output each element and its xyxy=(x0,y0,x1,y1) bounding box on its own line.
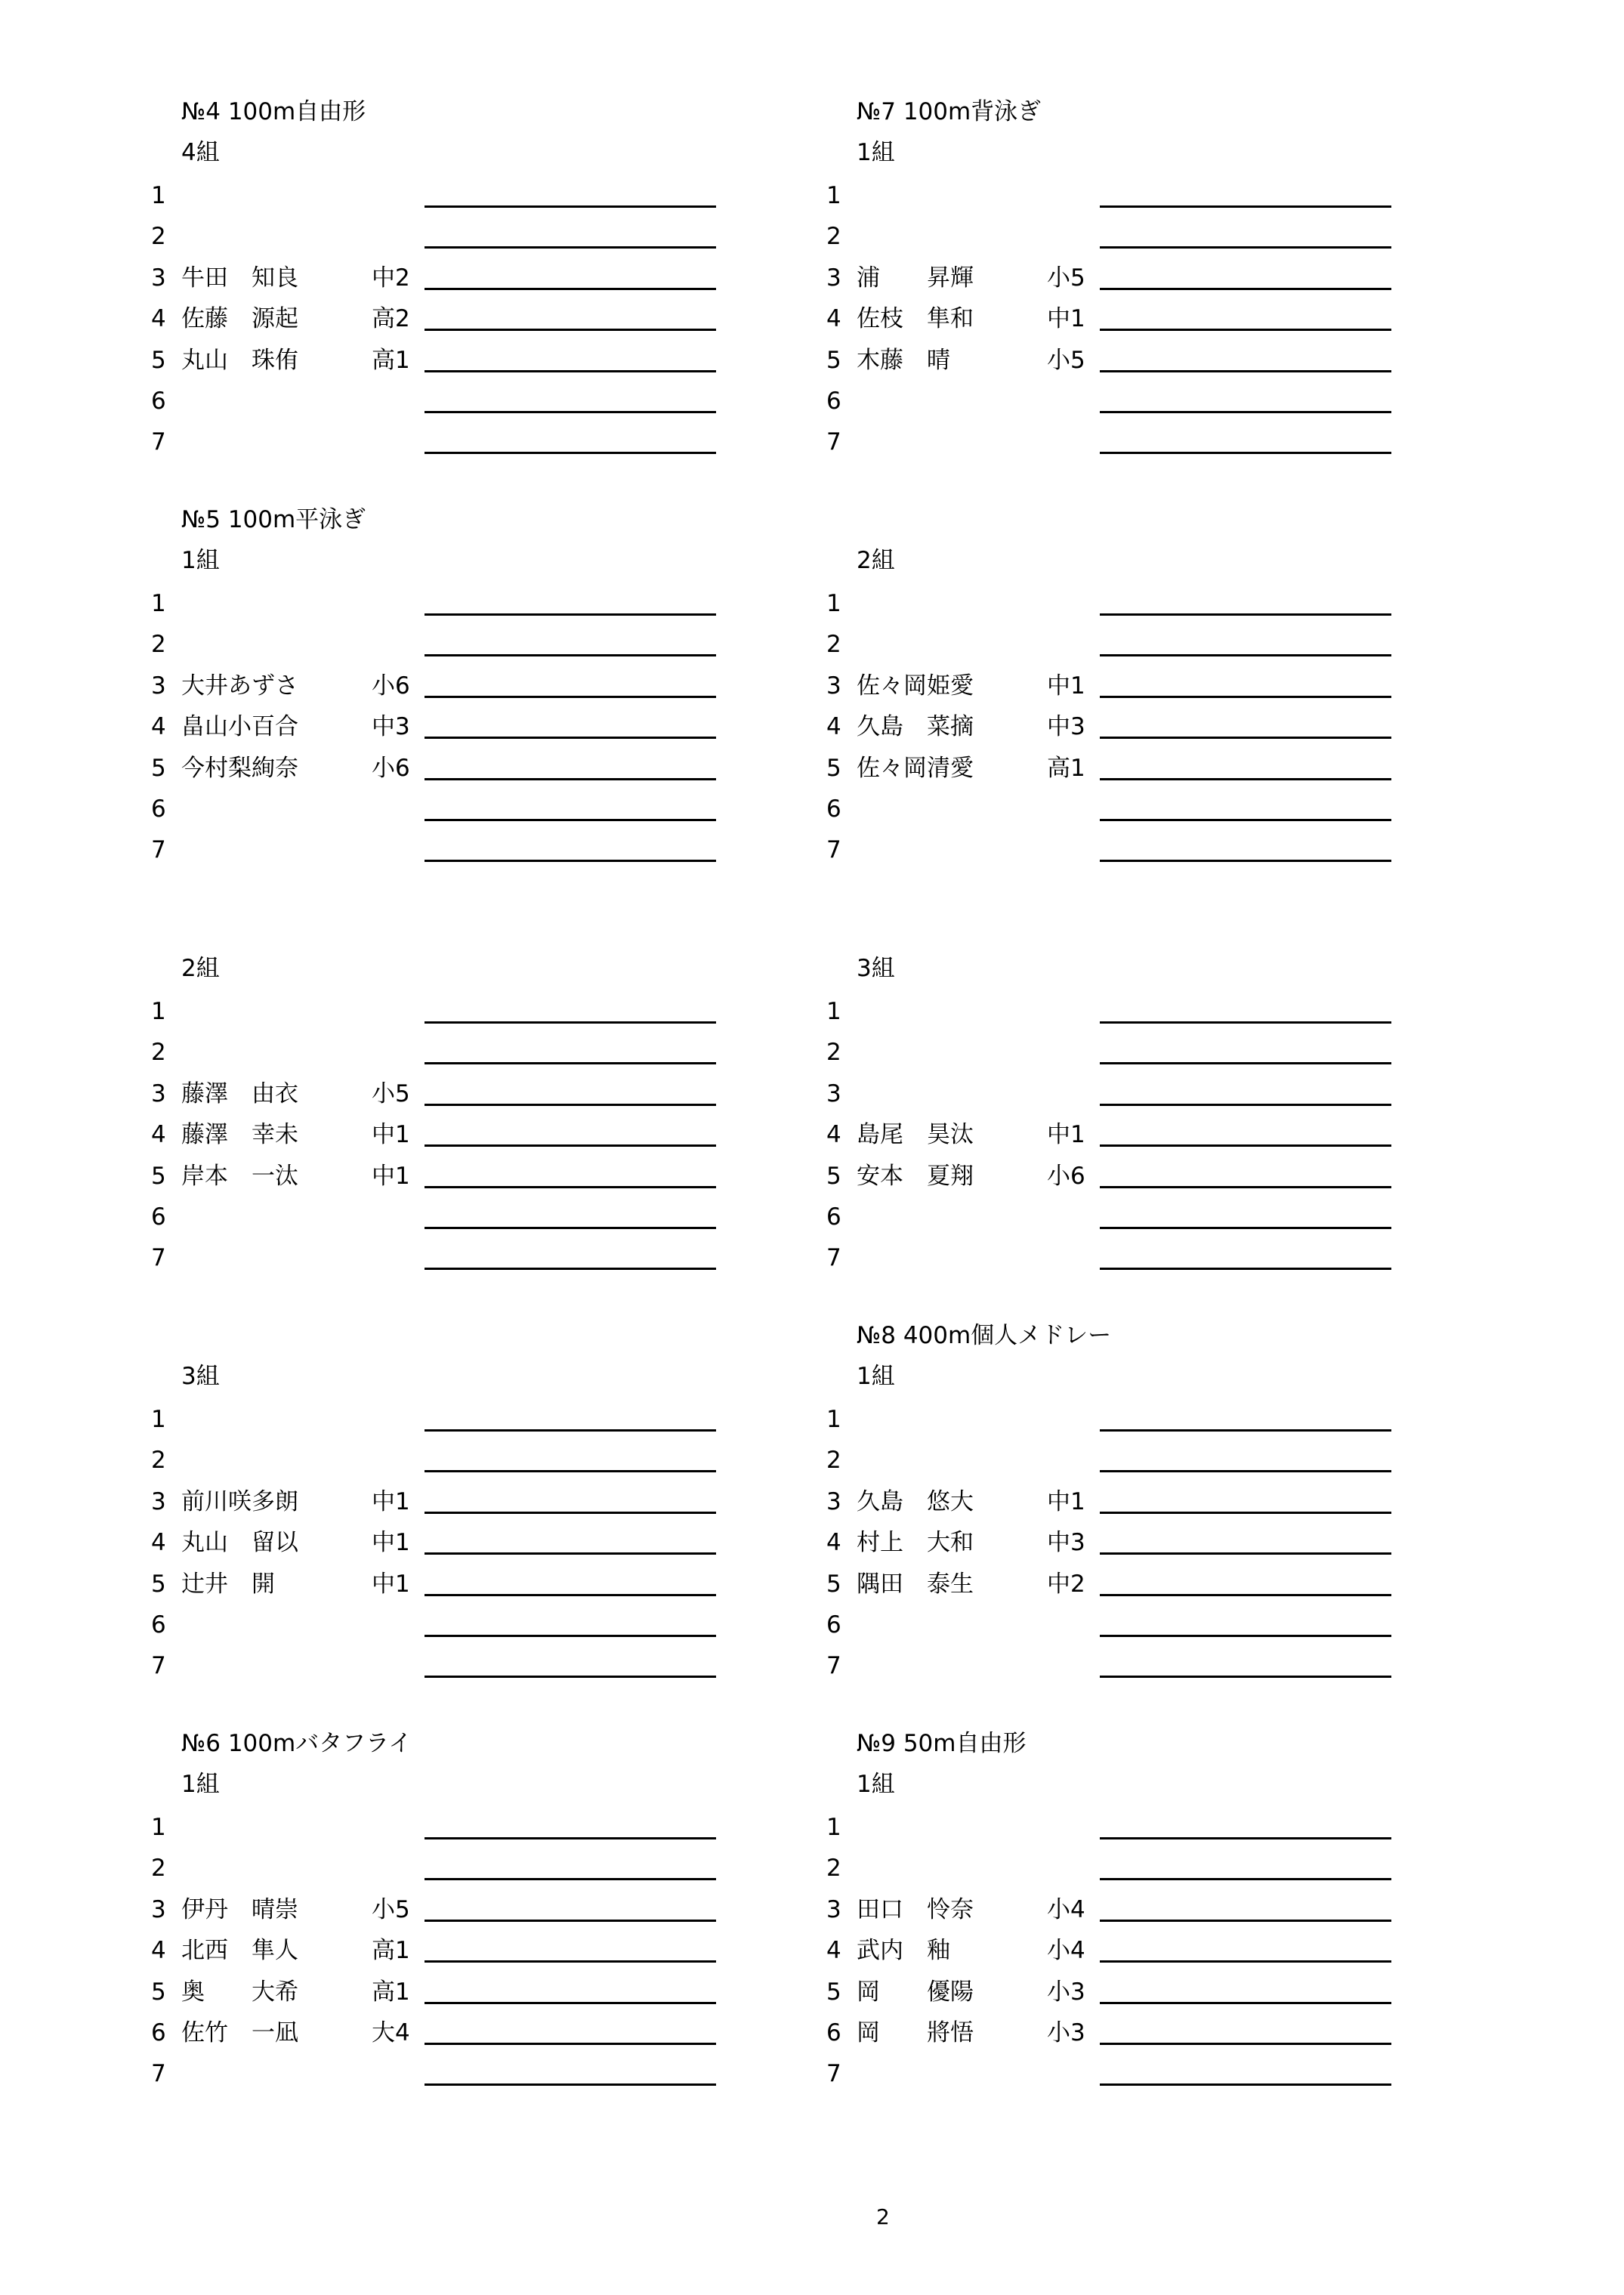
lane-row xyxy=(151,1848,755,1889)
lane-number: 2 xyxy=(826,1039,841,1067)
time-entry-line xyxy=(425,1144,716,1147)
time-entry-line xyxy=(1100,205,1391,208)
lane-row xyxy=(151,1032,755,1073)
time-entry-line xyxy=(1100,329,1391,331)
swimmer-name: 藤澤 幸未 xyxy=(181,1121,298,1149)
time-entry-line xyxy=(425,1878,716,1880)
lane-number: 4 xyxy=(826,713,841,741)
swimmer-grade: 中1 xyxy=(372,1162,410,1190)
lane-number: 7 xyxy=(151,1244,166,1272)
lane-row xyxy=(826,624,1431,665)
lane-number: 2 xyxy=(151,1039,166,1067)
lane-number: 6 xyxy=(151,388,166,415)
time-entry-line xyxy=(1100,1676,1391,1678)
swimmer-grade: 小5 xyxy=(1047,346,1085,374)
time-entry-line xyxy=(1100,1552,1391,1555)
lane-row xyxy=(826,666,1431,706)
lane-number: 6 xyxy=(151,1611,166,1639)
swimmer-name: 牛田 知良 xyxy=(181,264,298,292)
lane-row xyxy=(151,748,755,789)
lane-row xyxy=(826,1032,1431,1073)
lane-number: 6 xyxy=(826,795,841,823)
lane-row xyxy=(151,583,755,624)
time-entry-line xyxy=(425,654,716,656)
heat-label: 2組 xyxy=(181,955,220,982)
lane-number: 7 xyxy=(826,2060,841,2088)
event-title: №7 100m背泳ぎ xyxy=(857,98,1042,125)
lane-number: 6 xyxy=(151,2019,166,2046)
swimmer-name: 大井あずさ xyxy=(181,672,298,700)
page-number: 2 xyxy=(876,2204,890,2229)
swimmer-grade: 高1 xyxy=(1047,754,1085,782)
lane-row xyxy=(826,748,1431,789)
lane-number: 7 xyxy=(826,1244,841,1272)
time-entry-line xyxy=(1100,1470,1391,1472)
time-entry-line xyxy=(425,1960,716,1963)
lane-number: 6 xyxy=(826,1203,841,1231)
swimmer-name: 伊丹 晴崇 xyxy=(181,1895,298,1923)
lane-number: 1 xyxy=(826,998,841,1025)
heat-label: 1組 xyxy=(857,139,895,166)
lane-number: 4 xyxy=(826,1529,841,1557)
lane-row xyxy=(826,1848,1431,1889)
time-entry-line xyxy=(1100,1062,1391,1064)
swimmer-name: 丸山 珠侑 xyxy=(181,346,298,374)
lane-row xyxy=(826,1399,1431,1440)
lane-row xyxy=(826,175,1431,216)
heat-label: 3組 xyxy=(181,1363,220,1390)
time-entry-line xyxy=(1100,778,1391,780)
lane-row xyxy=(826,1114,1431,1155)
time-entry-line xyxy=(425,1186,716,1188)
time-entry-line xyxy=(1100,288,1391,290)
swimmer-name: 安本 夏翔 xyxy=(857,1162,974,1190)
swimmer-grade: 小6 xyxy=(372,672,410,700)
lane-row xyxy=(151,1522,755,1563)
time-entry-line xyxy=(425,1062,716,1064)
time-entry-line xyxy=(1100,613,1391,616)
lane-row xyxy=(151,381,755,422)
lane-number: 5 xyxy=(826,1570,841,1598)
lane-row xyxy=(826,1522,1431,1563)
swimmer-grade: 中1 xyxy=(372,1487,410,1515)
lane-number: 5 xyxy=(826,346,841,374)
swimmer-grade: 高1 xyxy=(372,1978,410,2006)
swimmer-grade: 高1 xyxy=(372,346,410,374)
time-entry-line xyxy=(1100,1227,1391,1229)
lane-number: 7 xyxy=(151,428,166,456)
time-entry-line xyxy=(1100,1878,1391,1880)
swimmer-name: 田口 怜奈 xyxy=(857,1895,974,1923)
lane-number: 5 xyxy=(151,754,166,782)
swimmer-grade: 中1 xyxy=(1047,305,1085,333)
lane-row xyxy=(826,583,1431,624)
swimmer-grade: 小6 xyxy=(1047,1162,1085,1190)
time-entry-line xyxy=(425,1635,716,1637)
lane-row xyxy=(151,706,755,747)
swimmer-grade: 小3 xyxy=(1047,2019,1085,2046)
time-entry-line xyxy=(425,1552,716,1555)
time-entry-line xyxy=(1100,2002,1391,2004)
lane-row xyxy=(151,1399,755,1440)
lane-number: 4 xyxy=(151,713,166,741)
swimmer-grade: 中1 xyxy=(372,1570,410,1598)
lane-number: 3 xyxy=(151,1895,166,1923)
lane-row xyxy=(151,1440,755,1481)
time-entry-line xyxy=(1100,1512,1391,1514)
swimmer-grade: 中1 xyxy=(1047,672,1085,700)
lane-row xyxy=(151,258,755,298)
lane-number: 4 xyxy=(151,305,166,333)
swimmer-grade: 小5 xyxy=(372,1895,410,1923)
swimmer-grade: 中3 xyxy=(1047,1529,1085,1557)
swimmer-name: 畠山小百合 xyxy=(181,713,298,741)
event-title: №5 100m平泳ぎ xyxy=(181,506,366,533)
time-entry-line xyxy=(425,329,716,331)
lane-row xyxy=(826,2053,1431,2094)
swimmer-name: 岸本 一汰 xyxy=(181,1162,298,1190)
lane-row xyxy=(826,1807,1431,1848)
lane-number: 1 xyxy=(826,1406,841,1433)
lane-row xyxy=(826,1605,1431,1645)
lane-number: 6 xyxy=(826,388,841,415)
lane-row xyxy=(151,422,755,462)
swimmer-grade: 大4 xyxy=(372,2019,410,2046)
swimmer-grade: 中1 xyxy=(372,1529,410,1557)
lane-row xyxy=(151,991,755,1032)
lane-number: 2 xyxy=(826,631,841,659)
lane-row xyxy=(826,1156,1431,1197)
lane-number: 3 xyxy=(151,672,166,700)
lane-number: 5 xyxy=(151,346,166,374)
time-entry-line xyxy=(1100,370,1391,372)
heat-label: 1組 xyxy=(857,1771,895,1798)
swimmer-grade: 高1 xyxy=(372,1937,410,1965)
lane-row xyxy=(826,2012,1431,2053)
time-entry-line xyxy=(1100,1021,1391,1024)
lane-row xyxy=(151,216,755,257)
lane-row xyxy=(826,1440,1431,1481)
lane-row xyxy=(151,1645,755,1686)
lane-number: 1 xyxy=(151,998,166,1025)
swimmer-name: 岡 優陽 xyxy=(857,1978,974,2006)
lane-row xyxy=(151,1605,755,1645)
time-entry-line xyxy=(1100,1104,1391,1106)
lane-number: 5 xyxy=(826,1162,841,1190)
swimmer-name: 佐々岡姫愛 xyxy=(857,672,974,700)
time-entry-line xyxy=(425,1512,716,1514)
time-entry-line xyxy=(425,860,716,862)
heat-label: 3組 xyxy=(857,955,895,982)
lane-number: 7 xyxy=(151,836,166,864)
swimmer-grade: 小6 xyxy=(372,754,410,782)
lane-row xyxy=(151,789,755,829)
swimmer-grade: 小4 xyxy=(1047,1937,1085,1965)
lane-row xyxy=(151,1807,755,1848)
lane-number: 2 xyxy=(151,1447,166,1475)
lane-number: 4 xyxy=(826,305,841,333)
lane-number: 4 xyxy=(826,1121,841,1149)
time-entry-line xyxy=(1100,1837,1391,1839)
swimmer-grade: 中2 xyxy=(1047,1570,1085,1598)
lane-row xyxy=(151,1930,755,1971)
time-entry-line xyxy=(1100,860,1391,862)
time-entry-line xyxy=(425,1268,716,1270)
swimmer-grade: 中1 xyxy=(372,1121,410,1149)
lane-number: 1 xyxy=(151,590,166,617)
swimmer-name: 木藤 晴 xyxy=(857,346,950,374)
time-entry-line xyxy=(425,452,716,454)
time-entry-line xyxy=(425,819,716,821)
swimmer-name: 久島 菜摘 xyxy=(857,713,974,741)
time-entry-line xyxy=(425,1021,716,1024)
lane-number: 5 xyxy=(151,1978,166,2006)
lane-row xyxy=(826,1073,1431,1114)
time-entry-line xyxy=(425,2083,716,2086)
event-title: №6 100mバタフライ xyxy=(181,1730,412,1757)
lane-row xyxy=(151,1197,755,1237)
lane-row xyxy=(826,991,1431,1032)
lane-number: 2 xyxy=(826,1855,841,1883)
time-entry-line xyxy=(1100,1186,1391,1188)
time-entry-line xyxy=(1100,1429,1391,1432)
lane-number: 5 xyxy=(151,1570,166,1598)
heat-label: 1組 xyxy=(857,1363,895,1390)
time-entry-line xyxy=(425,1104,716,1106)
lane-row xyxy=(151,340,755,381)
lane-row xyxy=(151,175,755,216)
lane-row xyxy=(151,1564,755,1605)
lane-number: 6 xyxy=(151,1203,166,1231)
lane-number: 2 xyxy=(151,223,166,251)
lane-row xyxy=(151,1481,755,1522)
lane-number: 5 xyxy=(826,1978,841,2006)
time-entry-line xyxy=(425,246,716,249)
time-entry-line xyxy=(1100,819,1391,821)
lane-row xyxy=(151,1972,755,2012)
lane-number: 7 xyxy=(826,428,841,456)
time-entry-line xyxy=(425,778,716,780)
lane-number: 1 xyxy=(826,182,841,209)
heat-label: 2組 xyxy=(857,547,895,574)
lane-row xyxy=(826,1481,1431,1522)
lane-number: 2 xyxy=(826,223,841,251)
lane-row xyxy=(826,829,1431,870)
lane-number: 6 xyxy=(826,2019,841,2046)
lane-row xyxy=(826,706,1431,747)
lane-number: 2 xyxy=(151,631,166,659)
lane-row xyxy=(826,1564,1431,1605)
swimmer-grade: 小5 xyxy=(372,1080,410,1107)
time-entry-line xyxy=(1100,654,1391,656)
lane-number: 3 xyxy=(826,672,841,700)
swimmer-name: 前川咲多朗 xyxy=(181,1487,298,1515)
time-entry-line xyxy=(425,1429,716,1432)
time-entry-line xyxy=(1100,2043,1391,2045)
lane-number: 4 xyxy=(151,1121,166,1149)
swimmer-grade: 小3 xyxy=(1047,1978,1085,2006)
lane-row xyxy=(826,1645,1431,1686)
swimmer-name: 武内 釉 xyxy=(857,1937,950,1965)
time-entry-line xyxy=(425,1676,716,1678)
lane-number: 1 xyxy=(151,1406,166,1433)
swimmer-name: 岡 將悟 xyxy=(857,2019,974,2046)
lane-row xyxy=(151,1889,755,1930)
lane-row xyxy=(826,422,1431,462)
time-entry-line xyxy=(425,411,716,413)
time-entry-line xyxy=(425,696,716,698)
lane-row xyxy=(826,381,1431,422)
time-entry-line xyxy=(425,1594,716,1596)
time-entry-line xyxy=(1100,696,1391,698)
lane-row xyxy=(826,1889,1431,1930)
heat-label: 1組 xyxy=(181,1771,220,1798)
time-entry-line xyxy=(1100,1920,1391,1922)
event-title: №8 400m個人メドレー xyxy=(857,1322,1112,1349)
event-title: №9 50m自由形 xyxy=(857,1730,1027,1757)
swimmer-name: 久島 悠大 xyxy=(857,1487,974,1515)
lane-row xyxy=(826,340,1431,381)
lane-number: 3 xyxy=(826,264,841,292)
swimmer-name: 藤澤 由衣 xyxy=(181,1080,298,1107)
lane-number: 3 xyxy=(826,1080,841,1107)
swimmer-name: 隅田 泰生 xyxy=(857,1570,974,1598)
time-entry-line xyxy=(425,1227,716,1229)
lane-row xyxy=(151,666,755,706)
lane-row xyxy=(826,1197,1431,1237)
swimmer-grade: 中1 xyxy=(1047,1487,1085,1515)
lane-number: 7 xyxy=(826,836,841,864)
time-entry-line xyxy=(425,370,716,372)
swimmer-name: 佐藤 源起 xyxy=(181,305,298,333)
lane-row xyxy=(151,298,755,339)
time-entry-line xyxy=(1100,737,1391,739)
lane-number: 3 xyxy=(151,1487,166,1515)
lane-row xyxy=(826,789,1431,829)
time-entry-line xyxy=(1100,1144,1391,1147)
time-entry-line xyxy=(425,737,716,739)
lane-number: 1 xyxy=(826,1814,841,1841)
lane-number: 3 xyxy=(151,264,166,292)
lane-number: 5 xyxy=(151,1162,166,1190)
time-entry-line xyxy=(1100,452,1391,454)
lane-number: 3 xyxy=(826,1487,841,1515)
lane-number: 7 xyxy=(151,2060,166,2088)
lane-number: 4 xyxy=(826,1937,841,1965)
lane-row xyxy=(826,216,1431,257)
time-entry-line xyxy=(425,613,716,616)
swimmer-name: 村上 大和 xyxy=(857,1529,974,1557)
lane-number: 3 xyxy=(826,1895,841,1923)
swimmer-grade: 中3 xyxy=(372,713,410,741)
time-entry-line xyxy=(1100,1268,1391,1270)
lane-row xyxy=(826,1972,1431,2012)
lane-row xyxy=(151,829,755,870)
lane-row xyxy=(151,624,755,665)
swimmer-name: 今村梨絢奈 xyxy=(181,754,298,782)
swimmer-name: 北西 隼人 xyxy=(181,1937,298,1965)
lane-number: 1 xyxy=(826,590,841,617)
swimmer-name: 佐竹 一凪 xyxy=(181,2019,298,2046)
swimmer-grade: 高2 xyxy=(372,305,410,333)
lane-row xyxy=(151,1156,755,1197)
lane-number: 3 xyxy=(151,1080,166,1107)
lane-row xyxy=(826,258,1431,298)
swimmer-name: 奥 大希 xyxy=(181,1978,298,2006)
lane-row xyxy=(151,1073,755,1114)
lane-number: 1 xyxy=(151,182,166,209)
swimmer-name: 辻井 開 xyxy=(181,1570,275,1598)
time-entry-line xyxy=(1100,1594,1391,1596)
event-title: №4 100m自由形 xyxy=(181,98,366,125)
time-entry-line xyxy=(425,205,716,208)
time-entry-line xyxy=(425,2043,716,2045)
lane-row xyxy=(151,2012,755,2053)
lane-row xyxy=(151,2053,755,2094)
swimmer-grade: 小4 xyxy=(1047,1895,1085,1923)
swimmer-grade: 中3 xyxy=(1047,713,1085,741)
swimmer-grade: 中1 xyxy=(1047,1121,1085,1149)
time-entry-line xyxy=(425,1837,716,1839)
swimmer-name: 浦 昇輝 xyxy=(857,264,974,292)
time-entry-line xyxy=(1100,246,1391,249)
swimmer-grade: 小5 xyxy=(1047,264,1085,292)
swimmer-grade: 中2 xyxy=(372,264,410,292)
lane-number: 2 xyxy=(826,1447,841,1475)
lane-row xyxy=(826,298,1431,339)
lane-number: 2 xyxy=(151,1855,166,1883)
swimmer-name: 佐々岡清愛 xyxy=(857,754,974,782)
swimmer-name: 佐枝 隼和 xyxy=(857,305,974,333)
lane-number: 5 xyxy=(826,754,841,782)
time-entry-line xyxy=(425,1470,716,1472)
lane-row xyxy=(826,1930,1431,1971)
lane-row xyxy=(151,1237,755,1278)
lane-number: 6 xyxy=(826,1611,841,1639)
lane-number: 6 xyxy=(151,795,166,823)
time-entry-line xyxy=(1100,1960,1391,1963)
time-entry-line xyxy=(425,288,716,290)
time-entry-line xyxy=(1100,2083,1391,2086)
lane-row xyxy=(151,1114,755,1155)
time-entry-line xyxy=(1100,411,1391,413)
heat-label: 1組 xyxy=(181,547,220,574)
lane-row xyxy=(826,1237,1431,1278)
lane-number: 7 xyxy=(826,1652,841,1680)
time-entry-line xyxy=(425,2002,716,2004)
time-entry-line xyxy=(1100,1635,1391,1637)
swimmer-name: 丸山 留以 xyxy=(181,1529,298,1557)
lane-number: 4 xyxy=(151,1937,166,1965)
lane-number: 4 xyxy=(151,1529,166,1557)
lane-number: 7 xyxy=(151,1652,166,1680)
time-entry-line xyxy=(425,1920,716,1922)
swimmer-name: 島尾 昊汰 xyxy=(857,1121,974,1149)
heat-label: 4組 xyxy=(181,139,220,166)
lane-number: 1 xyxy=(151,1814,166,1841)
